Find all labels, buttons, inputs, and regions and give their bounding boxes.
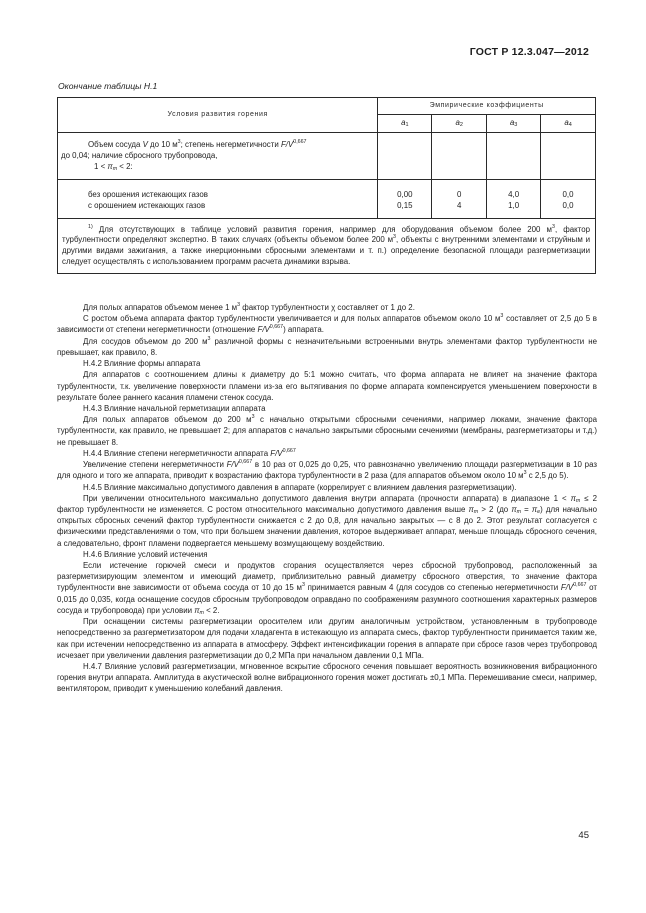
value-a1: 0,00 0,15 <box>378 179 432 218</box>
condition-line-3: $1 < \pi_m < 2$: <box>94 161 133 172</box>
header-a1: $a_1$ <box>378 115 432 133</box>
table-footnote: $^{1)}$ Для отсутствующих в таблице условий развития горения, например для оборудования объемом более 200 $м^3$, фактор турбулентности определяют экспертно. В таких случаях (объекты объемом более 200 $м^3$, объекты с внутренними элементами и струйным и другими видами зажигания, а также инерционными сбросными элементами и т. п.) определение безопасной площади разгерметизации следует осуществлять с использованием программ расчета динамики взрыва. <box>58 218 596 274</box>
header-a3: $a_3$ <box>487 115 541 133</box>
paragraph: Для полых аппаратов объемом до 200 $м^3$ с начально открытыми сбросными сечениями, например люками, значение фактора турбулентности, как правило, не превышает 2; для аппаратов с начально закрытыми сбросными сечениями (мембраны, разгерметизаторы и т.д.) не превышает 8. <box>57 414 597 447</box>
condition-line-2: до 0,04; наличие сбросного трубопровода, <box>61 150 218 160</box>
paragraph: Если истечение горючей смеси и продуктов сгорания осуществляется через сбросной трубопровод, расположенный за разгерметизирующим элементом и имеющий диаметр, приблизительно равный диаметру сбросного отверстия, то значение фактора турбулентности вне зависимости от объема сосуда от 10 до 15 $м^3$ принимается равным 4 (для сосудов со степенью негерметичности $F/V^{0,667}$ от 0,015 до 0,035, когда оснащение сосудов сбросным трубопроводом оправдано по соображениям разумного соотношения характерных размеров сосуда и трубопровода) при условии $\pi_m < 2$. <box>57 561 597 616</box>
section-heading: Н.4.3 Влияние начальной герметизации аппарата <box>83 403 266 413</box>
variant-no-irrigation: без орошения истекающих газов <box>88 189 208 199</box>
header-conditions: Условия развития горения <box>58 98 378 133</box>
condition-variants <box>58 179 378 218</box>
condition-line-1: Объем сосуда V до 10 $м^3$; степень негерметичности $F/V^{0,667}$ <box>88 139 307 149</box>
standard-number: ГОСТ Р 12.3.047—2012 <box>469 46 589 58</box>
blank-cell <box>541 133 596 180</box>
value-a3: 4,0 1,0 <box>487 179 541 218</box>
variant-with-irrigation: с орошением истекающих газов <box>88 200 206 210</box>
blank-cell <box>432 133 487 180</box>
blank-cell <box>378 133 432 180</box>
paragraph: Увеличение степени негерметичности $F/V^{0,667}$ в 10 раз от 0,025 до 0,25, что равнозначно увеличению площади разгерметизации в 10 раз для одного и того же аппарата, приводит к возрастанию фактора турбулентности в 2 раза (для аппаратов объемом около 10 $м^3$ с 2,5 до 5). <box>57 459 597 481</box>
paragraph: Для аппаратов с соотношением длины к диаметру до 5:1 можно считать, что форма аппарата не влияет на значение фактора турбулентности, т.к. увеличение поверхности пламени из-за его вытягивания по форме аппарата компенсируется уменьшением поверхности в результате более раннего касания пламени стенок сосуда. <box>57 370 597 402</box>
paragraph: Для сосудов объемом до 200 $м^3$ различной формы с незначительными встроенными внутрь элементами фактор турбулентности не превышает, как правило, 8. <box>57 335 597 357</box>
value-a4: 0,0 0,0 <box>541 179 596 218</box>
paragraph: При оснащении системы разгерметизации оросителем или другим аналогичным устройством, установленным в трубопроводе непосредственно за разгерметизатором для подачи хладагента в истекающую из аппарата смесь, фактор турбулентности принимается таким же, как при истечении непосредственно из аппарата в атмосферу. Эффект интенсификации горения в аппарате при сбросе газов через трубопровод исчезает при увеличении давления разгерметизации до 0,2 МПа при начальном давлении 0,1 МПа. <box>57 617 597 660</box>
table-row-condition <box>58 133 596 180</box>
header-coefficients: Эмпирические коэффициенты <box>378 98 596 115</box>
section-heading: Н.4.6 Влияние условий истечения <box>83 549 208 559</box>
paragraph: При увеличении относительного максимально допустимого давления внутри аппарата (прочности аппарата) в диапазоне $1 < \pi_m \le 2$ фактор турбулентности не изменяется. С ростом относительного максимально допустимого давления выше $\pi_m > 2$ (до $\pi_m = \pi_e$) для начально открытых сбросных сечений фактор турбулентности снижается с 2 до 0,8, для начально закрытых — с 8 до 2. Этот результат согласуется с физическими представлениями о том, что при большем значении давления, которое выдерживает аппарат, меньше площадь сбросного сечения, а следовательно, фронт пламени подвергается меньшему возмущающему воздействию. <box>57 493 597 548</box>
coefficients-table <box>57 97 596 274</box>
section-heading: Н.4.5 Влияние максимально допустимого давления в аппарате (коррелирует с влиянием давления разгерметизации). <box>83 482 517 492</box>
paragraph: С ростом объема аппарата фактор турбулентности увеличивается и для полых аппаратов объемом около 10 $м^3$ составляет от 2,5 до 5 в зависимости от степени негерметичности (отношение $F/V^{0,667}$) аппарата. <box>57 313 598 335</box>
section-heading: Н.4.4 Влияние степени негерметичности аппарата $F/V^{0,667}$ <box>83 447 296 458</box>
header-a4: $a_4$ <box>541 115 596 133</box>
body-text <box>57 302 597 695</box>
paragraph: Н.4.7 Влияние условий разгерметизации, мгновенное вскрытие сбросного сечения повышает вероятность возникновения вибрационного горения внутри аппарата. Амплитуда в акустической волне вибрационного горения может достигать ±0,1 МПа. Перемешивание смеси, например, вентилятором, приводит к уменьшению колебаний давления. <box>57 662 597 694</box>
table-footnote-row <box>58 218 596 274</box>
page-number: 45 <box>578 830 589 841</box>
blank-cell <box>487 133 541 180</box>
section-heading: Н.4.2 Влияние формы аппарата <box>83 359 201 369</box>
table-header-row <box>58 98 596 115</box>
paragraph: Для полых аппаратов объемом менее 1 $м^3$ фактор турбулентности χ составляет от 1 до 2. <box>83 302 415 312</box>
value-a2: 0 4 <box>432 179 487 218</box>
header-a2: $a_2$ <box>432 115 487 133</box>
table-caption: Окончание таблицы Н.1 <box>58 81 158 91</box>
table-row-values <box>58 179 596 218</box>
condition-cell <box>58 133 378 180</box>
